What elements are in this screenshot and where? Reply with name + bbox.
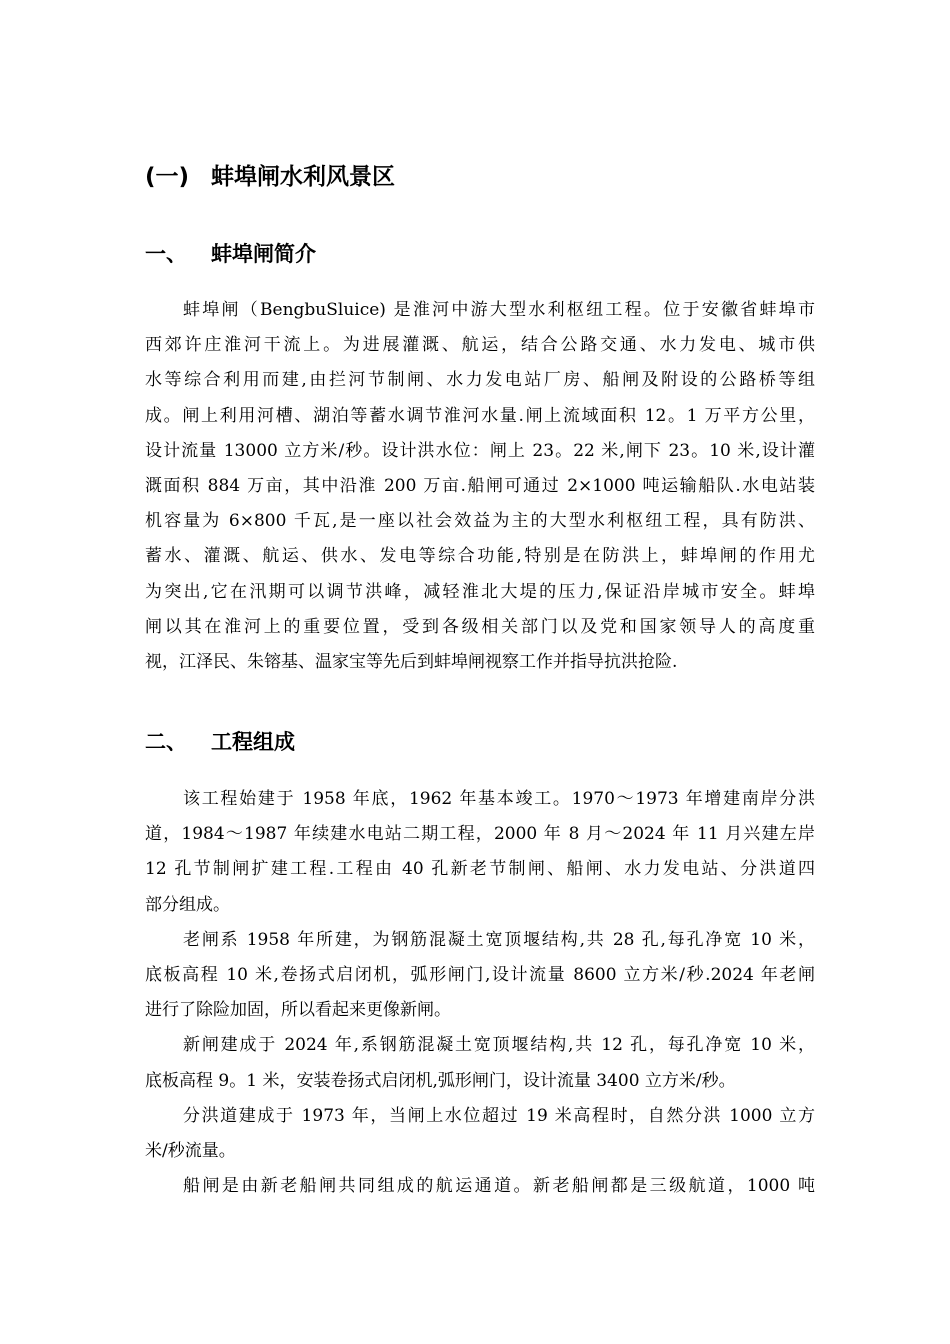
paragraph-line: 道，1984～1987 年续建水电站二期工程，2000 年 8 月～2024 年 11 月兴建左岸 [145,824,815,845]
paragraph-line: 12 孔节制闸扩建工程.工程由 40 孔新老节制闸、船闸、水力发电站、分洪道四 [145,859,815,880]
paragraph-line: 蚌埠闸（BengbuSluice) 是淮河中游大型水利枢纽工程。位于安徽省蚌埠市 [183,300,815,320]
section1-heading [145,238,316,270]
paragraph-line: 该工程始建于 1958 年底，1962 年基本竣工。1970～1973 年增建南岸分洪 [183,789,815,809]
paragraph-line: 闸以其在淮河上的重要位置，受到各级相关部门以及党和国家领导人的高度重 [145,616,815,637]
paragraph-line: 老闸系 1958 年所建，为钢筋混凝土宽顶堰结构,共 28 孔,每孔净宽 10 米， [183,929,815,950]
section2-heading [145,726,295,758]
paragraph-line: 视，江泽民、朱镕基、温家宝等先后到蚌埠闸视察工作并指导抗洪抢险. [145,651,678,672]
main-heading-title: 蚌埠闸水利风景区 [211,164,395,190]
main-heading-number: (一) [145,164,190,190]
paragraph-line: 底板高程 9。1 米，安装卷扬式启闭机,弧形闸门，设计流量 3400 立方米/秒。 [145,1070,736,1091]
section1-number: 一、 [145,242,187,266]
paragraph-line: 机容量为 6×800 千瓦,是一座以社会效益为主的大型水利枢纽工程，具有防洪、 [145,511,815,532]
section1-body [145,293,815,680]
section2-title: 工程组成 [211,730,295,754]
paragraph-line: 成。闸上利用河槽、湖泊等蓄水调节淮河水量.闸上流域面积 12。1 万平方公里， [145,405,815,426]
section2-number: 二、 [145,730,187,754]
paragraph-line: 溉面积 884 万亩，其中沿淮 200 万亩.船闸可通过 2×1000 吨运输船队.水电站装 [145,475,815,496]
paragraph-line: 水等综合利用而建,由拦河节制闸、水力发电站厂房、船闸及附设的公路桥等组 [145,370,815,391]
main-heading [145,160,395,194]
paragraph-line: 进行了除险加固，所以看起来更像新闸。 [145,1000,451,1021]
paragraph-line: 西郊许庄淮河干流上。为进展灌溉、航运，结合公路交通、水力发电、城市供 [145,335,815,356]
paragraph-line: 部分组成。 [145,894,230,915]
paragraph-line: 设计流量 13000 立方米/秒。设计洪水位：闸上 23。22 米,闸下 23。10 米,设计灌 [145,440,815,461]
paragraph-line: 蓄水、灌溉、航运、供水、发电等综合功能,特别是在防洪上，蚌埠闸的作用尤 [145,546,815,567]
paragraph-line: 船闸是由新老船闸共同组成的航运通道。新老船闸都是三级航道，1000 吨 [183,1176,815,1197]
paragraph-line: 新闸建成于 2024 年,系钢筋混凝土宽顶堰结构,共 12 孔，每孔净宽 10 米， [183,1035,815,1056]
paragraph-line: 米/秒流量。 [145,1140,236,1161]
paragraph-line: 底板高程 10 米,卷扬式启闭机，弧形闸门,设计流量 8600 立方米/秒.2024 年老闸 [145,964,815,985]
paragraph-line: 分洪道建成于 1973 年，当闸上水位超过 19 米高程时，自然分洪 1000 立方 [183,1105,815,1126]
section1-title: 蚌埠闸简介 [211,242,316,266]
section2-body [145,782,815,1204]
paragraph-line: 为突出,它在汛期可以调节洪峰，减轻淮北大堤的压力,保证沿岸城市安全。蚌埠 [145,581,815,602]
